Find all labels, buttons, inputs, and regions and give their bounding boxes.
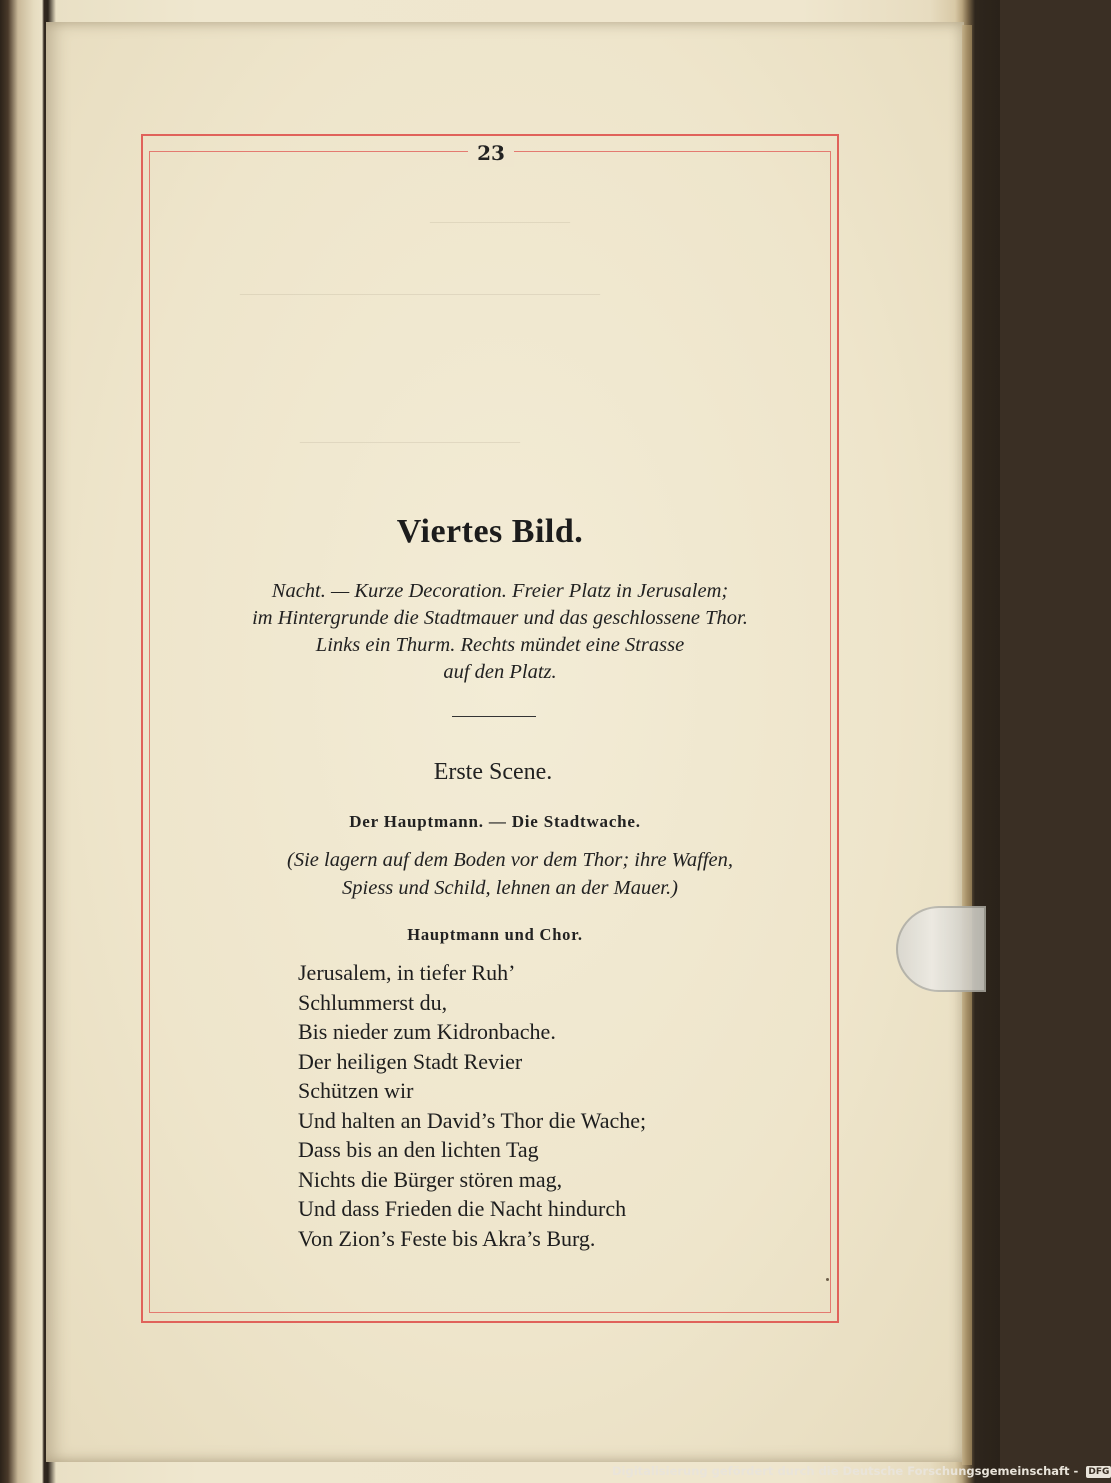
chapter-heading: Viertes Bild. [396,513,584,550]
page-speck [826,1278,829,1281]
digitization-credit [612,1464,1110,1480]
verse-line: Und halten an David’s Thor die Wache; [298,1107,647,1133]
show-through-text: ——————————— [300,430,520,452]
singers-label: Hauptmann und Chor. [407,925,583,944]
verse-line: Und dass Frieden die Nacht hindurch [298,1196,627,1221]
scene-direction-line: Spiess und Schild, lehnen an der Mauer.) [342,877,678,899]
verse-line: Dass bis an den lichten Tag [298,1137,539,1162]
dfg-logo-icon: DFG [1088,1466,1110,1477]
stage-direction-line: Nacht. — Kurze Decoration. Freier Platz in Jerusalem; [271,580,729,602]
verse-line: Von Zion’s Feste bis Akra’s Burg. [298,1225,596,1251]
page-number: 23 [468,141,514,167]
character-list: Der Hauptmann. — Die Stadtwache. [349,812,641,831]
section-divider [452,716,536,717]
show-through-text: —————————————————— [240,282,600,304]
stage-direction-line: auf den Platz. [443,661,557,683]
verse-line: Der heiligen Stadt Revier [298,1048,523,1074]
verse-line: Bis nieder zum Kidronbache. [298,1019,556,1044]
verse-line: Jerusalem, in tiefer Ruh’ [298,960,516,985]
scene-direction-line: (Sie lagern auf dem Boden vor dem Thor; ihre Waffen, [287,849,733,871]
stage-direction [210,578,790,686]
stage-direction-line: im Hintergrunde die Stadtmauer und das geschlossene Thor. [252,607,748,629]
scene-title: Erste Scene. [433,759,553,785]
credit-text: Digitalisierung gefördert durch die Deutsche Forschungsgemeinschaft - [612,1464,1079,1478]
verse-line: Nichts die Bürger stören mag, [298,1166,563,1192]
verse-block [298,958,758,1253]
verse-line: Schlummerst du, [298,989,448,1015]
stage-direction-line: Links ein Thurm. Rechts mündet eine Strasse [315,634,685,656]
plastic-page-clip [896,906,986,992]
page-edge [962,25,972,1465]
scene-direction [210,846,810,902]
verse-line: Schützen wir [298,1078,414,1103]
show-through-text: ——————— [430,210,570,232]
